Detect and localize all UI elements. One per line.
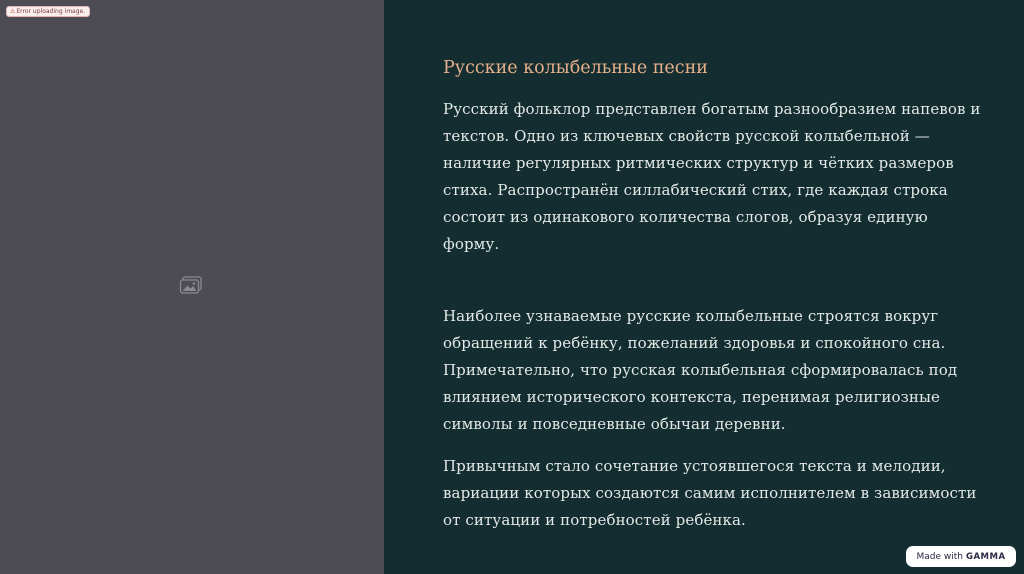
badge-prefix: Made with (916, 551, 963, 562)
slide-title: Русские колыбельные песни (443, 58, 708, 78)
paragraph-1: Русский фольклор представлен богатым разнообразием напевов и текстов. Одно из ключевых свойств русской колыбельной — наличие регулярных ритмических структур и чётких размеров стиха. Распространён силлабический стих, где каждая строка состоит из одинакового количества слогов, образуя единую форму. (443, 100, 981, 253)
image-placeholder-icon (179, 276, 203, 294)
image-panel (0, 0, 384, 574)
text-panel (384, 0, 1024, 574)
paragraph-2: Наиболее узнаваемые русские колыбельные строятся вокруг обращений к ребёнку, пожеланий здоровья и спокойного сна. Примечательно, что русская колыбельная сформировалась под влиянием исторического контекста, перенимая религиозные символы и повседневные обычаи деревни. (443, 307, 958, 433)
paragraph-3: Привычным стало сочетание устоявшегося текста и мелодии, вариации которых создаются самим исполнителем в зависимости от ситуации и потребностей ребёнка. (443, 457, 977, 529)
image-error-badge (6, 6, 90, 17)
made-with-gamma-badge[interactable] (906, 546, 1016, 567)
image-error-text: Error uploading image. (16, 8, 86, 15)
gamma-logo: GAMMA (965, 551, 1006, 562)
slide-content (443, 54, 983, 534)
broken-image-icon: ⚠ (10, 8, 16, 15)
